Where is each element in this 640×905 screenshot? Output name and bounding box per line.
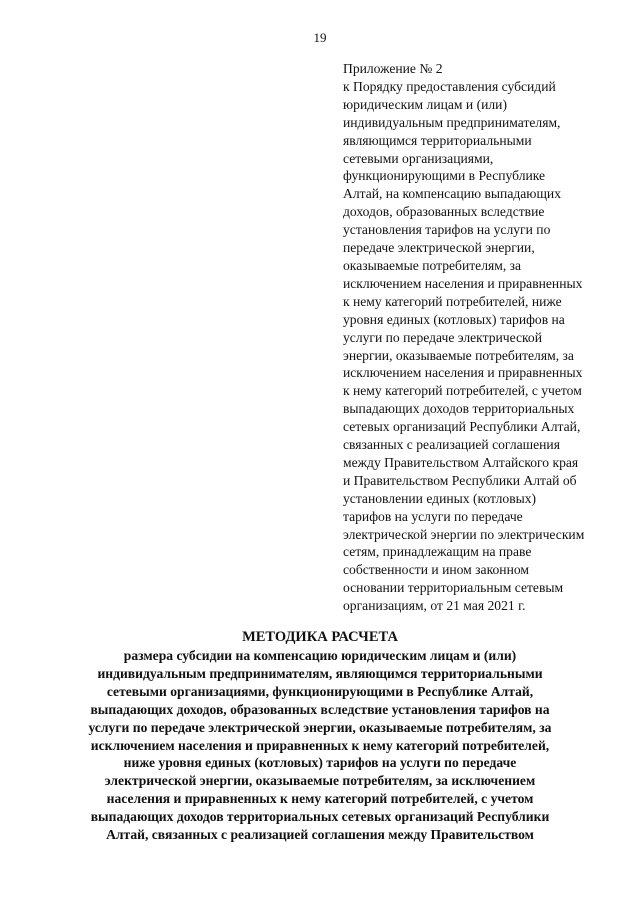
methodology-title: МЕТОДИКА РАСЧЕТА	[242, 629, 398, 645]
appendix-line: между Правительством Алтайского края	[343, 454, 579, 470]
appendix-line: являющимся территориальными	[343, 132, 532, 148]
methodology-subtitle-line: индивидуальным предпринимателям, являющимся территориальными	[97, 665, 543, 681]
appendix-line: к нему категорий потребителей, ниже	[343, 293, 562, 309]
appendix-line: Приложение № 2	[343, 61, 443, 76]
appendix-line: электрической энергии по электрическим	[343, 526, 585, 542]
methodology-subtitle-line: выпадающих доходов, образованных вследствие установления тарифов на	[90, 701, 550, 717]
appendix-line: исключением населения и приравненных	[343, 365, 583, 381]
methodology-subtitle-line: размера субсидии на компенсацию юридическим лицам и (или)	[123, 648, 517, 663]
appendix-line: доходов, образованных вследствие	[343, 204, 545, 220]
appendix-line: индивидуальным предпринимателям,	[343, 114, 561, 130]
methodology-subtitle-line: выпадающих доходов территориальных сетевых организаций Республики	[90, 809, 550, 825]
appendix-line: связанных с реализацией соглашения	[343, 437, 560, 453]
appendix-line: сетевыми организациями,	[343, 150, 494, 166]
appendix-line: функционирующими в Республике	[343, 168, 546, 184]
appendix-line: собственности и ином законном	[343, 562, 529, 578]
methodology-subtitle-line: сетевыми организациями, функционирующими в Республике Алтай,	[106, 683, 534, 699]
appendix-line: тарифов на услуги по передаче	[343, 508, 523, 524]
appendix-line: юридическим лицам и (или)	[343, 96, 507, 112]
methodology-subtitle-line: услуги по передаче электрической энергии, оказываемые потребителям, за	[88, 719, 552, 735]
appendix-line: исключением населения и приравненных	[343, 275, 583, 291]
appendix-line: и Правительством Республики Алтай об	[343, 472, 577, 488]
methodology-section	[0, 628, 640, 844]
appendix-line: оказываемые потребителям, за	[343, 257, 522, 273]
methodology-subtitle-line: исключением населения и приравненных к нему категорий потребителей,	[90, 737, 550, 753]
appendix-header	[343, 60, 623, 615]
appendix-line: установления тарифов на услуги по	[343, 222, 551, 238]
methodology-subtitle-line: населения и приравненных к нему категорий потребителей, с учетом	[106, 791, 534, 807]
appendix-line: сетевых организаций Республики Алтай,	[343, 419, 581, 435]
appendix-line: к нему категорий потребителей, с учетом	[343, 383, 582, 399]
appendix-line: энергии, оказываемые потребителям, за	[343, 347, 574, 363]
appendix-line: Алтай, на компенсацию выпадающих	[343, 186, 561, 202]
methodology-subtitle-line: электрической энергии, оказываемые потребителям, за исключением	[104, 773, 536, 789]
appendix-line: выпадающих доходов территориальных	[343, 401, 575, 417]
appendix-line: уровня единых (котловых) тарифов на	[343, 311, 565, 327]
appendix-line: установлении единых (котловых)	[343, 490, 537, 506]
appendix-line: услуги по передаче электрической	[343, 329, 543, 345]
appendix-line: к Порядку предоставления субсидий	[343, 78, 556, 94]
methodology-subtitle-line: Алтай, связанных с реализацией соглашения между Правительством	[106, 827, 534, 843]
appendix-line: организациям, от 21 мая 2021 г.	[343, 598, 526, 614]
methodology-subtitle-line: ниже уровня единых (котловых) тарифов на услуги по передаче	[123, 755, 517, 771]
appendix-line: основании территориальным сетевым	[343, 580, 564, 596]
appendix-line: сетям, принадлежащим на праве	[343, 544, 532, 560]
page-number: 19	[313, 30, 327, 45]
appendix-line: передаче электрической энергии,	[343, 240, 535, 256]
